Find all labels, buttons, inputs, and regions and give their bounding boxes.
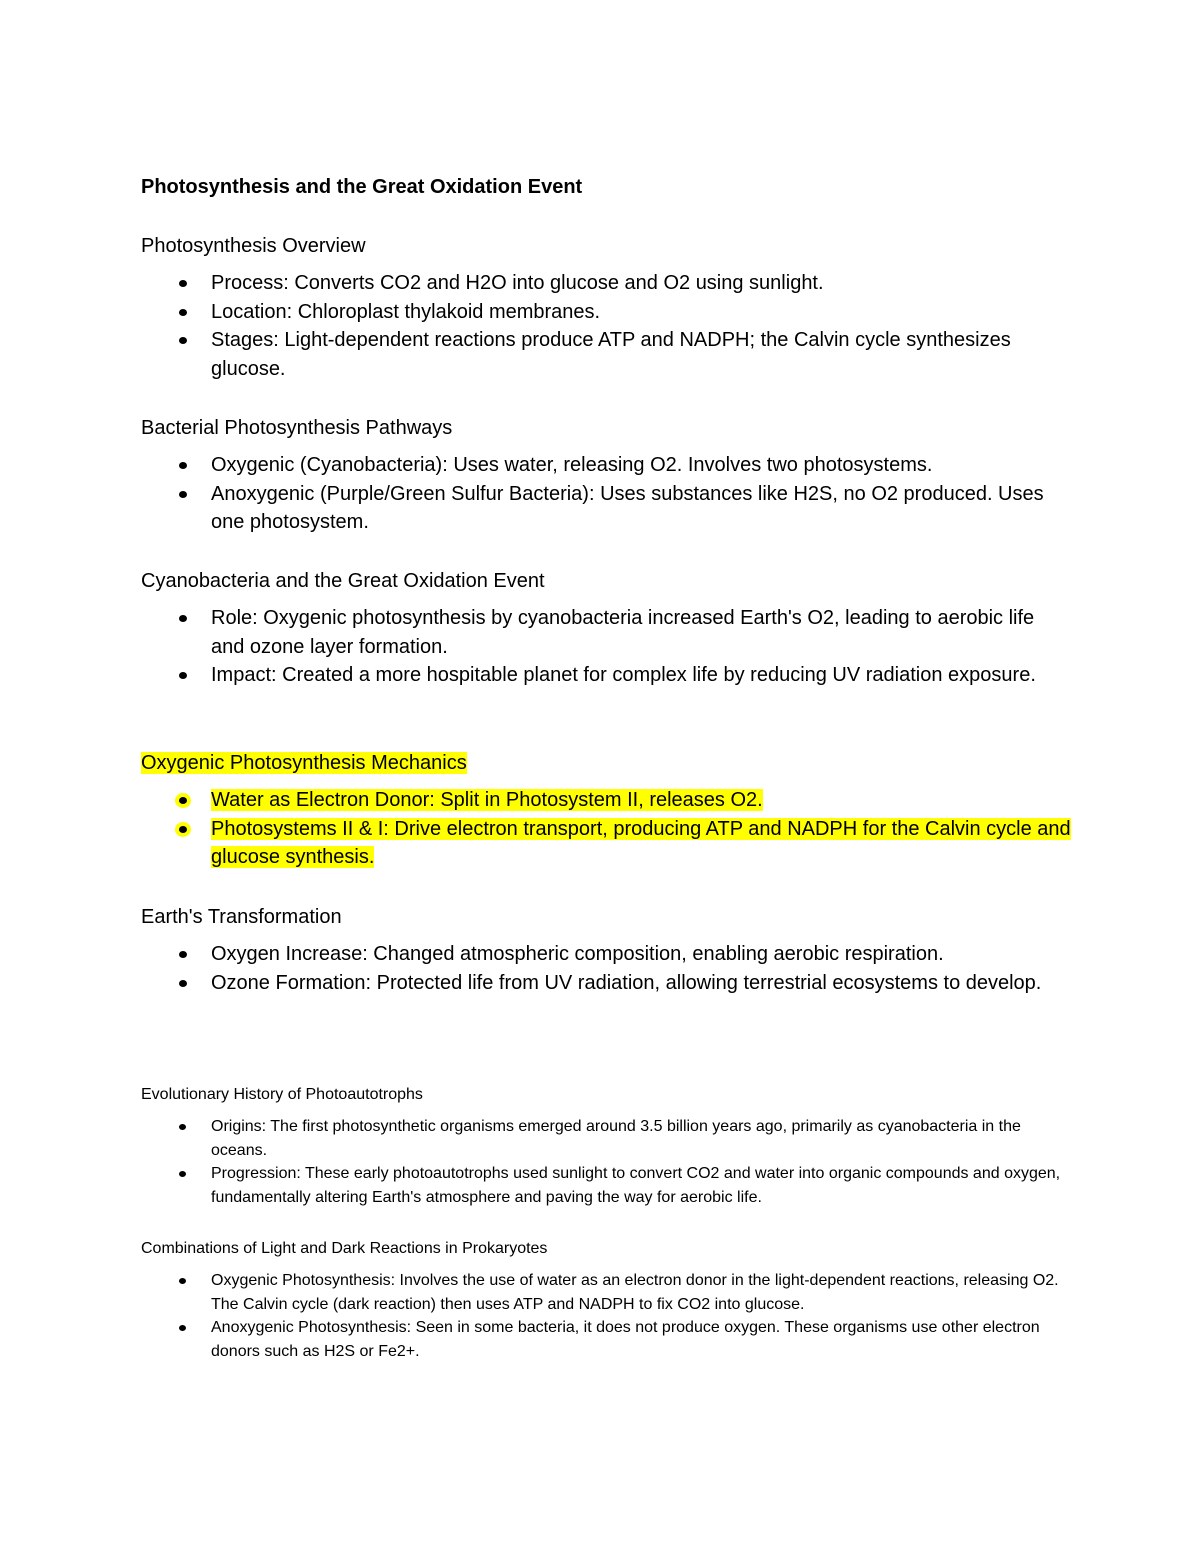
list-item: Location: Chloroplast thylakoid membranes. bbox=[141, 298, 1071, 327]
list-item-highlighted: Photosystems II & I: Drive electron transport, producing ATP and NADPH for the Calvin cycle and glucose synthesis. bbox=[141, 815, 1071, 872]
section-heading-highlighted: Oxygenic Photosynthesis Mechanics bbox=[141, 752, 467, 774]
bullet-dot-icon bbox=[179, 1325, 186, 1331]
bullet-list bbox=[141, 940, 1071, 997]
section-heading: Photosynthesis Overview bbox=[141, 235, 366, 257]
section-heading: Bacterial Photosynthesis Pathways bbox=[141, 417, 453, 439]
bullet-dot-icon bbox=[179, 826, 187, 833]
list-item: Oxygen Increase: Changed atmospheric composition, enabling aerobic respiration. bbox=[141, 940, 1071, 969]
list-item: Process: Converts CO2 and H2O into glucose and O2 using sunlight. bbox=[141, 269, 1071, 298]
section-heading: Earth's Transformation bbox=[141, 906, 342, 928]
section-light-dark-reactions bbox=[141, 1238, 1071, 1363]
bullet-dot-icon bbox=[179, 280, 187, 287]
list-item-highlighted: Water as Electron Donor: Split in Photosystem II, releases O2. bbox=[141, 786, 1071, 815]
bullet-dot-icon bbox=[179, 491, 187, 498]
section-photosynthesis-overview bbox=[141, 232, 1071, 383]
list-item: Ozone Formation: Protected life from UV radiation, allowing terrestrial ecosystems to develop. bbox=[141, 969, 1071, 998]
bullet-dot-icon bbox=[179, 951, 187, 958]
bullet-list bbox=[141, 786, 1071, 872]
list-item: Oxygenic Photosynthesis: Involves the use of water as an electron donor in the light-dependent reactions, releasing O2. The Calvin cycle (dark reaction) then uses ATP and NADPH to fix CO2 into glucose. bbox=[141, 1269, 1071, 1316]
bullet-list bbox=[141, 269, 1071, 383]
section-earths-transformation bbox=[141, 903, 1071, 997]
section-heading: Cyanobacteria and the Great Oxidation Event bbox=[141, 570, 545, 592]
list-item: Anoxygenic Photosynthesis: Seen in some bacteria, it does not produce oxygen. These organisms use other electron donors such as H2S or Fe2+. bbox=[141, 1316, 1071, 1363]
section-evolutionary-history bbox=[141, 1084, 1071, 1209]
list-item: Anoxygenic (Purple/Green Sulfur Bacteria): Uses substances like H2S, no O2 produced. Uses one photosystem. bbox=[141, 480, 1071, 537]
list-item: Origins: The first photosynthetic organisms emerged around 3.5 billion years ago, primarily as cyanobacteria in the oceans. bbox=[141, 1115, 1071, 1162]
bullet-dot-icon bbox=[179, 615, 187, 622]
list-item: Stages: Light-dependent reactions produce ATP and NADPH; the Calvin cycle synthesizes glucose. bbox=[141, 326, 1071, 383]
list-item: Progression: These early photoautotrophs used sunlight to convert CO2 and water into organic compounds and oxygen, fundamentally altering Earth's atmosphere and paving the way for aerobic life. bbox=[141, 1162, 1071, 1209]
section-cyanobacteria-goe bbox=[141, 567, 1071, 690]
bullet-dot-icon bbox=[179, 309, 187, 316]
bullet-dot-icon bbox=[179, 337, 187, 344]
bullet-dot-icon bbox=[179, 1124, 186, 1130]
bullet-dot-icon bbox=[179, 672, 187, 679]
bullet-dot-icon bbox=[179, 1278, 186, 1284]
bullet-dot-icon bbox=[179, 980, 187, 987]
document-title: Photosynthesis and the Great Oxidation Event bbox=[141, 176, 583, 198]
bullet-dot-icon bbox=[179, 462, 187, 469]
section-oxygenic-mechanics bbox=[141, 749, 1071, 872]
bullet-list bbox=[141, 604, 1071, 690]
bullet-list bbox=[141, 1269, 1071, 1363]
list-item: Oxygenic (Cyanobacteria): Uses water, releasing O2. Involves two photosystems. bbox=[141, 451, 1071, 480]
bullet-list bbox=[141, 451, 1071, 537]
bullet-list bbox=[141, 1115, 1071, 1209]
bullet-dot-icon bbox=[179, 1171, 186, 1177]
bullet-dot-icon bbox=[179, 797, 187, 804]
section-heading: Evolutionary History of Photoautotrophs bbox=[141, 1086, 423, 1103]
section-bacterial-pathways bbox=[141, 414, 1071, 537]
list-item: Impact: Created a more hospitable planet for complex life by reducing UV radiation exposure. bbox=[141, 661, 1071, 690]
list-item: Role: Oxygenic photosynthesis by cyanobacteria increased Earth's O2, leading to aerobic life and ozone layer formation. bbox=[141, 604, 1071, 661]
section-heading: Combinations of Light and Dark Reactions in Prokaryotes bbox=[141, 1240, 548, 1257]
